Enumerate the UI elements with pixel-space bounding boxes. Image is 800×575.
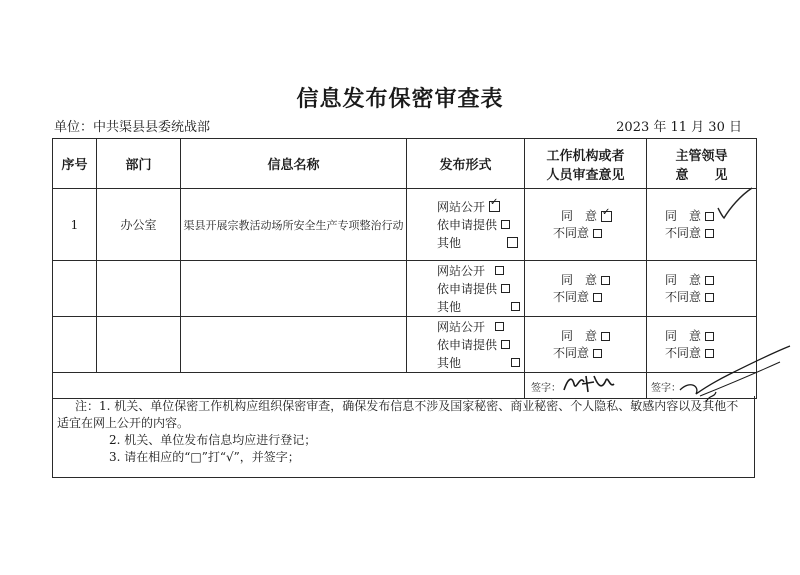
review-signature-cell[interactable] <box>525 373 647 399</box>
table-row <box>53 189 757 261</box>
header-seq: 序号 <box>53 139 97 189</box>
review-agree: 同 意 <box>561 272 598 287</box>
row-review-options <box>525 261 647 317</box>
checkbox-website[interactable] <box>495 266 504 275</box>
row-leader-options <box>647 317 757 373</box>
header-review-line2: 人员审查意见 <box>546 167 625 183</box>
option-other: 其他 <box>437 355 462 370</box>
option-on-request: 依申请提供 <box>437 337 498 352</box>
header-review <box>525 139 647 189</box>
review-disagree: 不同意 <box>553 225 590 240</box>
form-title: 信息发布保密审查表 <box>296 86 504 112</box>
checkbox-website[interactable] <box>495 322 504 331</box>
header-dept: 部门 <box>97 139 181 189</box>
option-other: 其他 <box>437 299 462 314</box>
checkbox-other[interactable] <box>511 358 520 367</box>
checkbox-leader-disagree[interactable] <box>705 229 714 238</box>
header-leader-line1: 主管领导 <box>675 148 728 164</box>
row-seq <box>53 261 97 317</box>
header-leader <box>647 139 757 189</box>
checkbox-on-request[interactable] <box>501 340 510 349</box>
table-row <box>53 261 757 317</box>
row-review-options <box>525 189 647 261</box>
leader-signature-label: 签字： <box>651 383 681 394</box>
header-row <box>53 139 757 189</box>
checkbox-review-disagree[interactable] <box>593 349 602 358</box>
notes-section <box>52 396 755 478</box>
option-website: 网站公开 <box>437 263 486 278</box>
note-3: 3. 请在相应的“□”打“√”，并签字； <box>109 450 300 464</box>
review-disagree: 不同意 <box>553 345 590 360</box>
leader-disagree: 不同意 <box>665 289 702 304</box>
checkbox-leader-agree[interactable] <box>705 276 714 285</box>
checkbox-other[interactable] <box>507 237 518 248</box>
row-dept <box>97 261 181 317</box>
signature-blank <box>53 373 525 399</box>
signature-row <box>53 373 757 399</box>
row-info-name <box>181 261 407 317</box>
checkbox-on-request[interactable] <box>501 220 510 229</box>
date-label: 2023 年 11 月 30 日 <box>616 120 742 135</box>
option-other: 其他 <box>437 235 462 250</box>
checkbox-review-disagree[interactable] <box>593 229 602 238</box>
leader-disagree: 不同意 <box>665 345 702 360</box>
row-seq <box>53 317 97 373</box>
review-table <box>52 138 757 399</box>
option-on-request: 依申请提供 <box>437 217 498 232</box>
row-info-name <box>181 317 407 373</box>
checkbox-on-request[interactable] <box>501 284 510 293</box>
checkbox-website[interactable] <box>489 201 500 212</box>
row-publish-options <box>407 261 525 317</box>
checkbox-leader-agree[interactable] <box>705 212 714 221</box>
checkbox-review-agree[interactable] <box>601 276 610 285</box>
review-agree: 同 意 <box>561 208 598 223</box>
checkbox-review-agree[interactable] <box>601 211 612 222</box>
option-website: 网站公开 <box>437 319 486 334</box>
leader-agree: 同 意 <box>665 328 702 343</box>
checkbox-leader-disagree[interactable] <box>705 293 714 302</box>
checkbox-leader-agree[interactable] <box>705 332 714 341</box>
note-2: 2. 机关、单位发布信息均应进行登记； <box>109 433 317 447</box>
row-leader-options <box>647 189 757 261</box>
row-seq: 1 <box>53 189 97 261</box>
unit-label: 单位：中共渠县县委统战部 <box>54 120 211 135</box>
checkbox-other[interactable] <box>511 302 520 311</box>
leader-agree: 同 意 <box>665 208 702 223</box>
header-review-line1: 工作机构或者 <box>546 148 625 164</box>
checkbox-review-disagree[interactable] <box>593 293 602 302</box>
header-leader-line2: 意 见 <box>675 167 728 183</box>
table-row <box>53 317 757 373</box>
review-signature-label: 签字： <box>531 383 561 394</box>
checkbox-review-agree[interactable] <box>601 332 610 341</box>
header-info-name: 信息名称 <box>181 139 407 189</box>
row-publish-options <box>407 317 525 373</box>
leader-agree: 同 意 <box>665 272 702 287</box>
row-review-options <box>525 317 647 373</box>
review-disagree: 不同意 <box>553 289 590 304</box>
note-1: 注：1. 机关、单位保密工作机构应组织保密审查，确保发布信息不涉及国家秘密、商业秘密、个人隐私、敏感内容以及其他不适宜在网上公开的内容。 <box>57 399 739 430</box>
row-info-name: 渠县开展宗教活动场所安全生产专项整治行动 <box>181 189 407 261</box>
header-publish-form: 发布形式 <box>407 139 525 189</box>
row-dept <box>97 317 181 373</box>
row-publish-options <box>407 189 525 261</box>
row-leader-options <box>647 261 757 317</box>
checkbox-leader-disagree[interactable] <box>705 349 714 358</box>
leader-signature-cell[interactable] <box>647 373 757 399</box>
review-agree: 同 意 <box>561 328 598 343</box>
row-dept: 办公室 <box>97 189 181 261</box>
option-on-request: 依申请提供 <box>437 281 498 296</box>
option-website: 网站公开 <box>437 199 486 214</box>
leader-disagree: 不同意 <box>665 225 702 240</box>
